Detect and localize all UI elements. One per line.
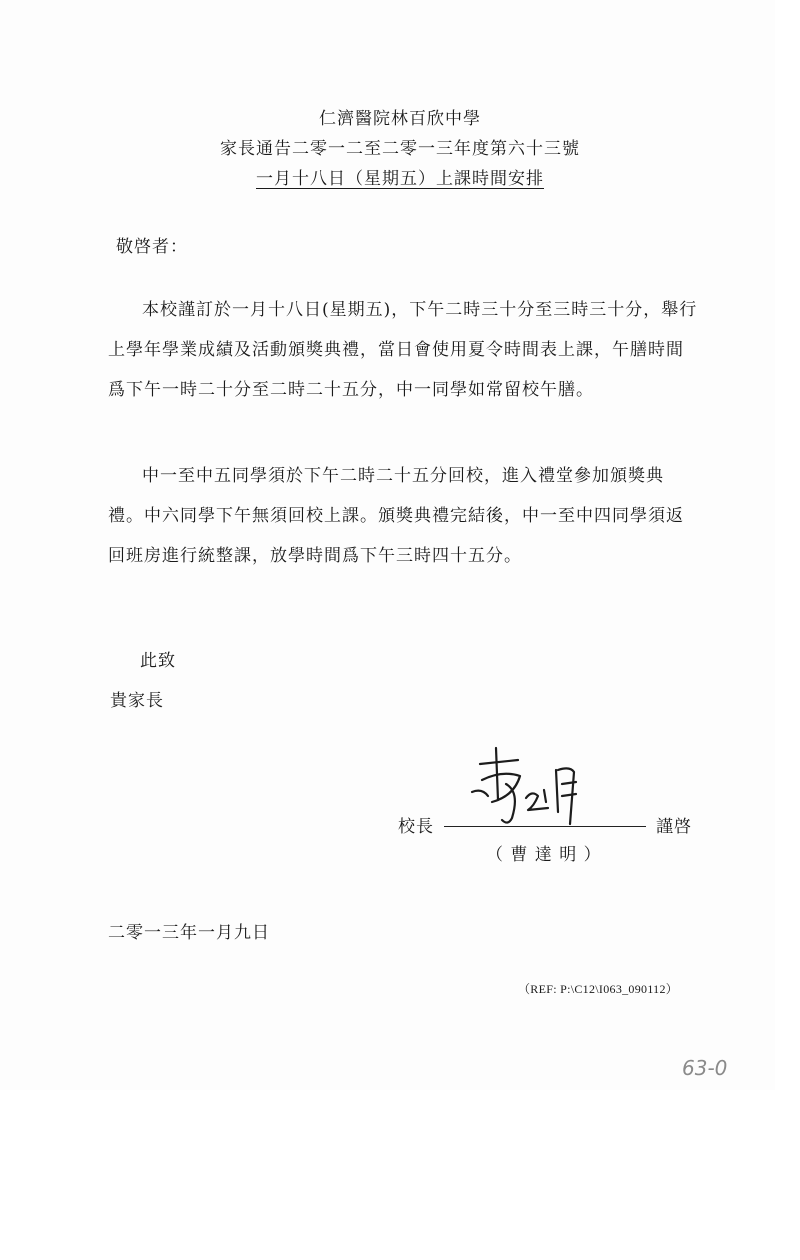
handwritten-note: 63-0 bbox=[682, 1056, 728, 1080]
notice-number: 家長通告二零一二至二零一三年度第六十三號 bbox=[220, 139, 580, 159]
school-name: 仁濟醫院林百欣中學 bbox=[319, 109, 481, 129]
principal-name: （ 曹 達 明 ） bbox=[486, 845, 602, 865]
signature-closing: 謹啓 bbox=[656, 817, 692, 837]
salutation: 敬啓者： bbox=[116, 237, 188, 257]
paragraph-1: 本校謹訂於一月十八日(星期五)，下午二時三十分至三時三十分，舉行上學年學業成績及活動頒獎典禮，當日會使用夏令時間表上課，午膳時間爲下午一時二十分至二時二十五分，中一同學如常留校午膳。 bbox=[108, 300, 698, 400]
signature-role: 校長 bbox=[398, 817, 434, 837]
closing-line-1: 此致 bbox=[140, 651, 176, 671]
handwritten-signature bbox=[462, 740, 592, 832]
notice-subject-text: 一月十八日（星期五）上課時間安排 bbox=[256, 169, 544, 189]
closing-line-2: 貴家長 bbox=[110, 691, 164, 711]
notice-subject bbox=[0, 164, 800, 189]
paragraph-2: 中一至中五同學須於下午二時二十五分回校，進入禮堂參加頒獎典禮。中六同學下午無須回校上課。頒獎典禮完結後，中一至中四同學須返回班房進行統整課，放學時間爲下午三時四十五分。 bbox=[108, 466, 684, 566]
reference-code: （REF: P:\C12\I063_090112） bbox=[518, 982, 679, 996]
notice-date: 二零一三年一月九日 bbox=[108, 923, 270, 943]
signature-line bbox=[444, 826, 646, 827]
